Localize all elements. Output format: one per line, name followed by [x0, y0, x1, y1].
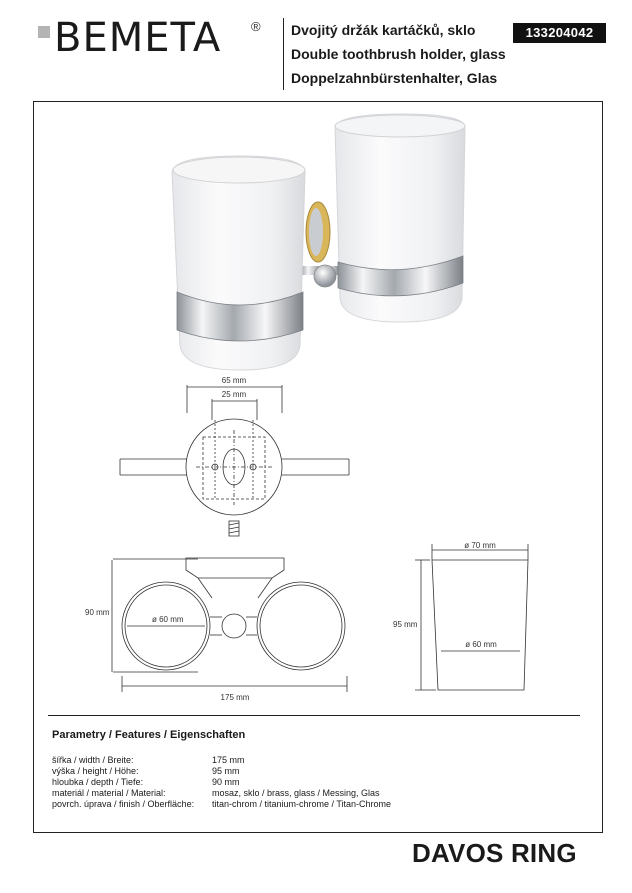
dim-25: 25 mm [221, 390, 247, 399]
dim-90: 90 mm [85, 608, 110, 617]
title-german: Doppelzahnbürstenhalter, Glas [291, 70, 498, 86]
dim-95: 95 mm [393, 620, 418, 629]
spec-value-width: 175 mm [212, 755, 245, 765]
dim-70: ø 70 mm [464, 541, 496, 550]
spec-value-depth: 90 mm [212, 777, 240, 787]
brand-logo: BEMETA [54, 15, 222, 61]
product-code-badge: 133204042 [513, 23, 606, 43]
spec-value-finish: titan-chrom / titanium-chrome / Titan-Chrome [212, 799, 392, 809]
dim-60-plan: ø 60 mm [152, 615, 184, 624]
spec-label-width: šířka / width / Breite: [52, 755, 134, 765]
spec-value-height: 95 mm [212, 766, 240, 776]
title-english: Double toothbrush holder, glass [291, 46, 506, 62]
spec-label-depth: hloubka / depth / Tiefe: [52, 777, 144, 787]
spec-label-finish: povrch. úprava / finish / Oberfläche: [52, 799, 195, 809]
params-divider [48, 715, 580, 716]
title-czech: Dvojitý držák kartáčků, sklo [291, 22, 476, 38]
registered-mark: ® [251, 19, 261, 34]
spec-label-height: výška / height / Höhe: [52, 766, 139, 776]
dim-60-glass: ø 60 mm [465, 640, 497, 649]
product-photo [172, 114, 465, 370]
params-heading: Parametry / Features / Eigenschaften [52, 729, 246, 741]
dim-65: 65 mm [221, 376, 247, 385]
mounting-drawing [120, 385, 349, 536]
product-name: DAVOS RING [412, 838, 577, 868]
spec-label-material: materiál / material / Material: [52, 788, 166, 798]
dim-175: 175 mm [220, 693, 250, 702]
glass-drawing [415, 544, 528, 690]
plan-drawing [112, 558, 347, 692]
spec-value-material: mosaz, sklo / brass, glass / Messing, Glas [212, 788, 380, 798]
